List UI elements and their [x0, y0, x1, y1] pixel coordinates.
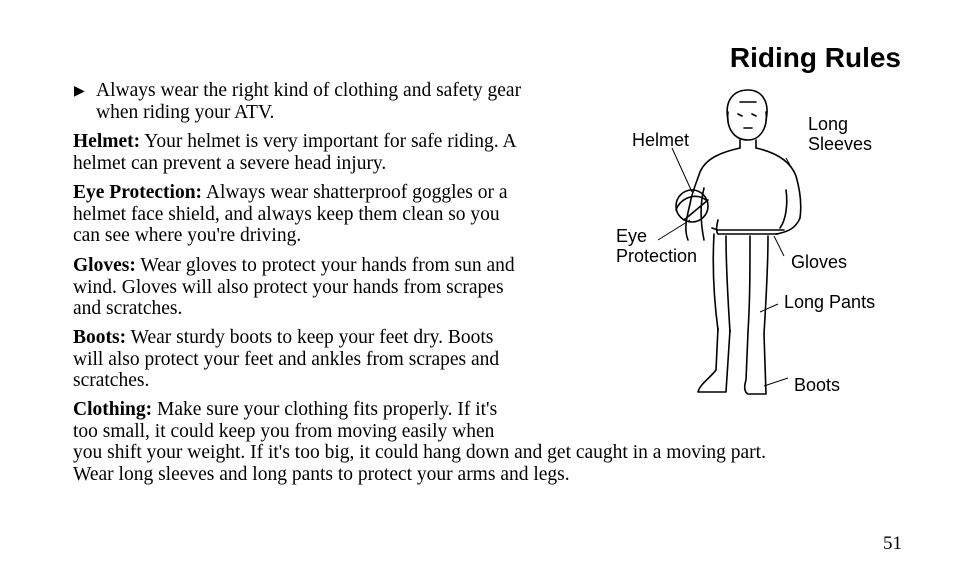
callout-helmet: Helmet [632, 130, 690, 150]
gloves-text: Wear gloves to protect your hands from sun and [140, 255, 515, 276]
gloves-label: Gloves: [73, 255, 136, 276]
page-title: Riding Rules [729, 42, 901, 73]
callout-eye-protection [616, 226, 697, 266]
callout-eye-line: Protection [616, 246, 698, 266]
helmet-text: helmet can prevent a severe head injury. [73, 152, 387, 174]
eye-protection-label: Eye Protection: [73, 182, 203, 203]
clothing-text: you shift your weight. If it's too big, it could hang down and get caught in a moving part. [73, 442, 766, 463]
bullet-line: Always wear the right kind of clothing and safety gear [96, 80, 522, 101]
eye-protection-text: Always wear shatterproof goggles or a [205, 182, 508, 203]
clothing-text: Make sure your clothing fits properly. If it's [156, 399, 498, 420]
helmet-paragraph [73, 131, 517, 174]
boots-paragraph [73, 327, 499, 392]
intro-bullet [74, 80, 594, 123]
gloves-text: and scratches. [73, 298, 183, 319]
bullet-line: when riding your ATV. [96, 101, 275, 123]
boots-text: will also protect your feet and ankles from scrapes and [73, 348, 500, 370]
callout-eye-line: Eye [616, 226, 648, 246]
bullet-arrow-icon: ▶ [74, 84, 85, 99]
eye-protection-text: can see where you're driving. [73, 225, 302, 246]
clothing-label: Clothing: [73, 399, 153, 420]
boots-label: Boots: [73, 327, 127, 348]
helmet-label: Helmet: [73, 131, 141, 152]
rider-gear-figure [600, 80, 900, 420]
boots-text: scratches. [73, 370, 150, 391]
callout-boots: Boots [794, 375, 841, 395]
gloves-text: wind. Gloves will also protect your hands from scrapes [73, 276, 504, 298]
helmet-text: Your helmet is very important for safe riding. A [144, 131, 517, 152]
callout-long-sleeves-line: Sleeves [808, 134, 873, 154]
eye-protection-text: helmet face shield, and always keep them clean so you [73, 203, 500, 225]
callout-long-pants: Long Pants [784, 292, 876, 312]
callout-gloves: Gloves [791, 252, 848, 272]
eye-protection-paragraph [73, 182, 508, 247]
callout-long-sleeves [808, 114, 872, 154]
boots-text: Wear sturdy boots to keep your feet dry. Boots [130, 327, 494, 348]
callout-long-sleeves-line: Long [808, 114, 849, 134]
clothing-text: too small, it could keep you from moving easily when [73, 420, 495, 442]
clothing-text: Wear long sleeves and long pants to protect your arms and legs. [73, 463, 570, 485]
page-number: 51 [883, 533, 902, 554]
gloves-paragraph [73, 255, 515, 320]
